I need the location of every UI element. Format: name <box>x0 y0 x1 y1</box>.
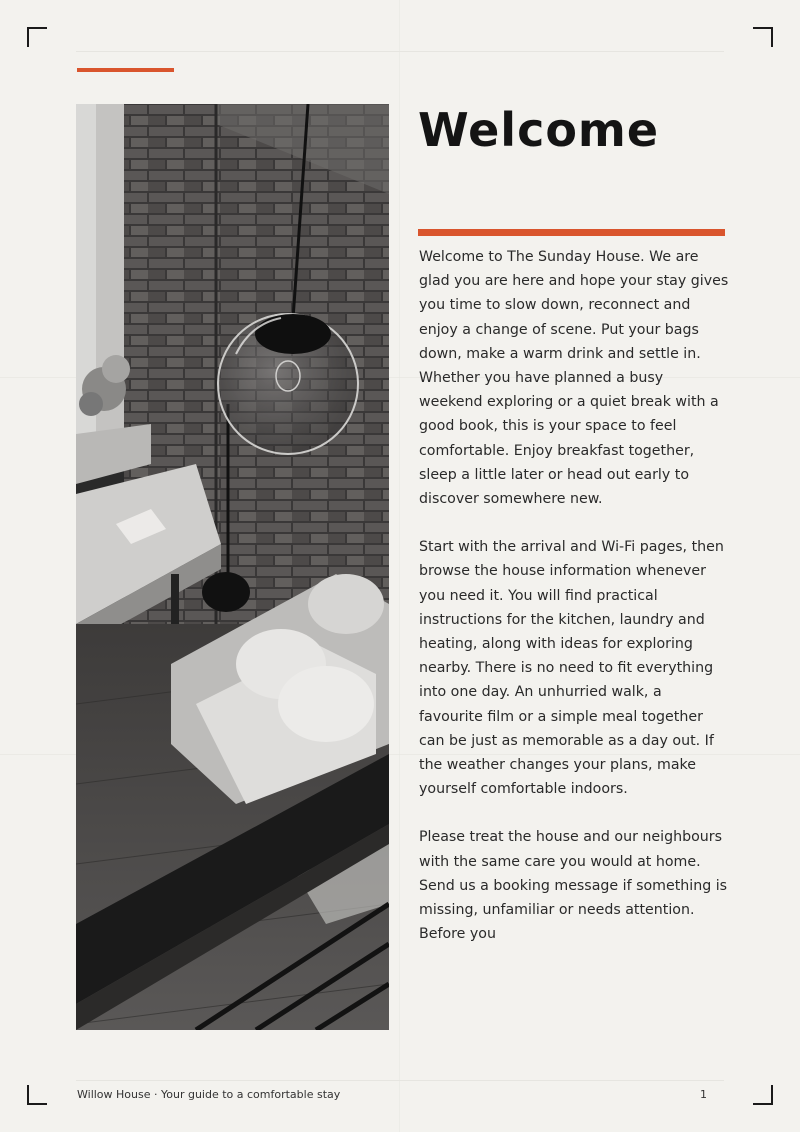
footer-guide-label: Willow House · Your guide to a comfortable stay <box>77 1088 341 1101</box>
accent-bar-long <box>418 229 725 236</box>
crop-mark-top-right <box>753 27 773 47</box>
crop-mark-bottom-left <box>27 1085 47 1105</box>
footer-page-number: 1 <box>700 1088 707 1101</box>
paragraph-intro: Welcome to The Sunday House. We are glad you are here and hope your stay gives you time to slow down, reconnect and enjoy a change of scene. Put your bags down, make a warm drink and settle in. Whether you have planned a busy weekend exploring or a quiet break with a good book, this is your space to feel comfortable. Enjoy breakfast together, sleep a little later or head out early to discover somewhere new. <box>419 249 729 508</box>
grid-line <box>76 51 724 52</box>
interior-photo <box>76 104 389 1030</box>
grid-line <box>399 0 400 1132</box>
crop-mark-top-left <box>27 27 47 47</box>
accent-bar-short <box>77 68 174 72</box>
body-text <box>419 245 729 970</box>
paragraph-care: Please treat the house and our neighbours with the same care you would at home. Send us a booking message if something is missing, unfamiliar or needs attention. Before you <box>419 829 728 943</box>
paragraph-guide: Start with the arrival and Wi-Fi pages, then browse the house information whenever you need it. You will find practical instructions for the kitchen, laundry and heating, along with ideas for exploring nearby. There is no need to fit everything into one day. An unhurried walk, a favourite film or a simple meal together can be just as memorable as a day out. If the weather changes your plans, make yourself comfortable indoors. <box>419 539 724 798</box>
crop-mark-bottom-right <box>753 1085 773 1105</box>
grid-line <box>76 1080 724 1081</box>
page-title: Welcome <box>418 103 660 157</box>
